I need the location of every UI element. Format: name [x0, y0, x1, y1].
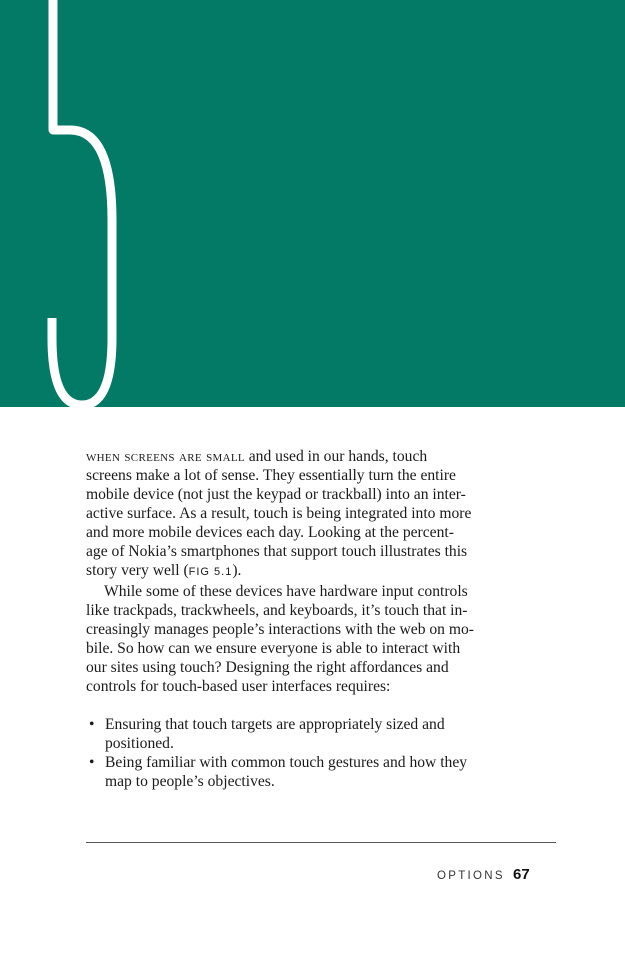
chapter-numeral-5	[52, 0, 112, 405]
list-item: • Being familiar with common touch gestures and how they map to people’s objectives.	[89, 754, 468, 790]
bullet-marker: •	[89, 716, 95, 733]
page-number: 67	[513, 866, 530, 883]
running-head: OPTIONS	[437, 870, 505, 882]
bullet-marker: •	[89, 754, 95, 771]
paragraph-1: when screens are small and used in our hands, touch screens make a lot of sense. They essentially turn the entire mobile device (not just the keypad or trackball) into an inter- active surface. As a result, touch is being integrated into more and more mobile devices each day. Looking at the percent- age of Nokia’s smartphones that support touch illustrates this story very well (FIG 5.1).	[86, 448, 472, 579]
paragraph-2: While some of these devices have hardware input controls like trackpads, trackwheels, and keyboards, it’s touch that in- creasingly manages people’s interactions with the web on mo- bile. So how can we ensure everyone is able to interact with our sites using touch? Designing the right affordances and controls for touch-based user interfaces requires:	[86, 583, 475, 695]
opening-smallcaps: when screens are small	[86, 448, 245, 465]
list-item: • Ensuring that touch targets are appropriately sized and positioned.	[89, 716, 445, 752]
chapter-title	[140, 238, 355, 373]
body-text	[86, 447, 498, 791]
figure-reference: FIG 5.1	[188, 566, 233, 578]
footer-divider	[86, 842, 556, 843]
requirements-list	[86, 715, 498, 791]
chapter-number-outline	[0, 0, 140, 420]
